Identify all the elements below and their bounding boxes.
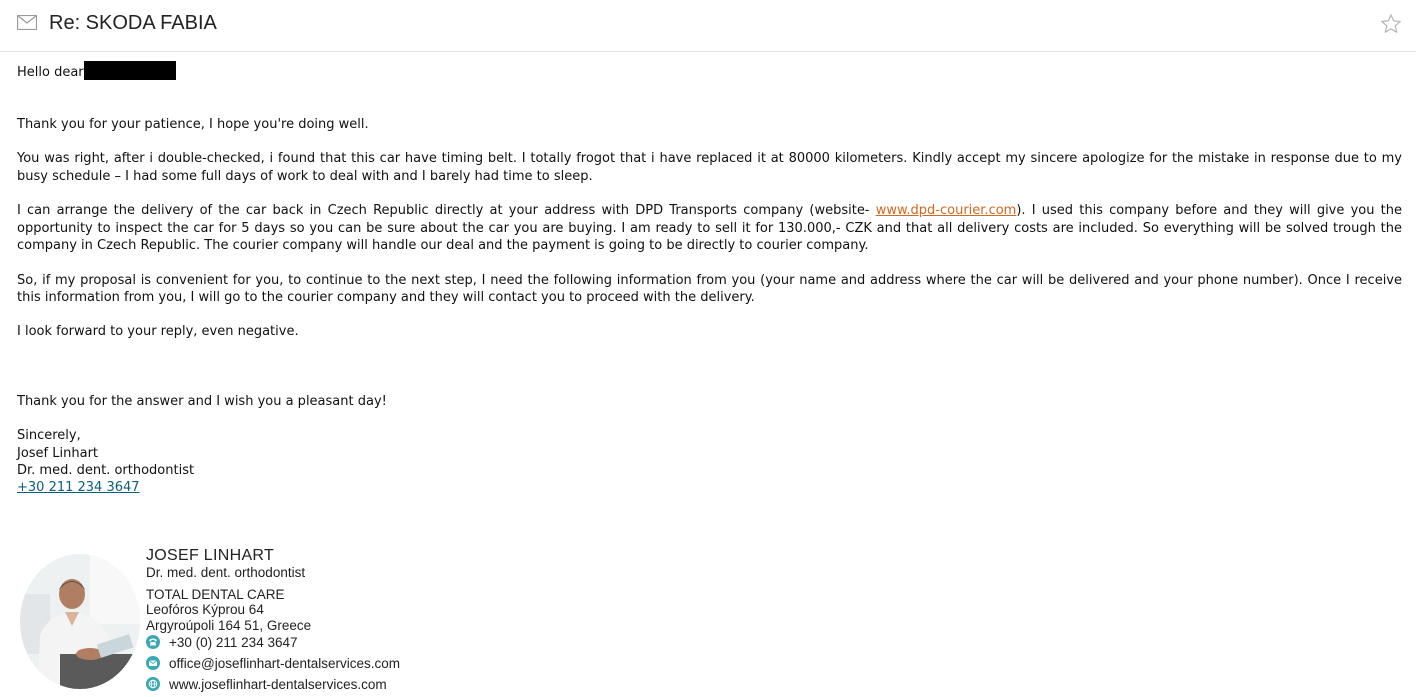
signature-website[interactable]: www.joseflinhart-dentalservices.com [169, 677, 387, 692]
mail-icon [146, 656, 160, 670]
avatar [20, 554, 140, 689]
signature-name: JOSEF LINHART [146, 547, 275, 564]
paragraph-2: You was right, after i double-checked, i found that this car have timing belt. I totally frogot that i have replaced it at 80000 kilometers. Kindly accept my sincere apologize for the mistake in response due to my busy schedule – I had some full days of work to deal with and I barely had time to sleep. [17, 151, 1402, 184]
paragraph-3-end: ). I used this company before and they will give you the opportunity to inspect the car for 5 days so you can be sure about the car you are buying. I am ready to sell it for 130.000,- CZK and that all delivery costs are included. So everything will be solved trough the company in Czech Republic. The courier company will handle our deal and the payment is going to be directly to courier company. [17, 203, 1402, 253]
signature-text [146, 547, 311, 633]
signature-title: Dr. med. dent. orthodontist [146, 565, 306, 580]
paragraph-3 [17, 202, 1402, 254]
paragraph-3-start: I can arrange the delivery of the car back in Czech Republic directly at your address with DPD Transports company (website- [17, 203, 876, 219]
paragraph-1: Thank you for your patience, I hope you're doing well. [17, 116, 369, 132]
greeting: Hello dear [17, 65, 84, 80]
signature-email[interactable]: office@joseflinhart-dentalservices.com [169, 656, 401, 671]
signature-company: TOTAL DENTAL CARE [146, 587, 285, 602]
phone-link[interactable]: +30 211 234 3647 [17, 480, 140, 496]
paragraph-5: I look forward to your reply, even negative. [17, 324, 299, 340]
email-signature [20, 547, 620, 697]
signature-website-row [146, 677, 387, 692]
email-body [17, 61, 1402, 496]
email-header [0, 0, 1416, 52]
signature-address-2: Argyroúpoli 164 51, Greece [146, 617, 312, 633]
signature-phone: +30 (0) 211 234 3647 [169, 635, 298, 650]
closing: Sincerely, [17, 428, 81, 444]
sender-name: Josef Linhart [17, 445, 99, 461]
redacted-name [84, 61, 176, 80]
signature-email-row [146, 656, 400, 671]
email-subject: Re: SKODA FABIA [49, 12, 217, 34]
globe-icon [146, 677, 160, 691]
sender-title: Dr. med. dent. orthodontist [17, 462, 195, 478]
greeting-line [17, 61, 1402, 81]
paragraph-4: So, if my proposal is convenient for you, to continue to the next step, I need the following information from you (your name and address where the car will be delivered and your phone number). Once I receive this information from you, I will go to the courier company and they will contact you to proceed with the delivery. [17, 272, 1402, 305]
envelope-icon [17, 15, 37, 34]
paragraph-6: Thank you for the answer and I wish you a pleasant day! [17, 393, 387, 409]
phone-icon [146, 635, 160, 649]
signature-address-1: Leofóros Kýprou 64 [146, 602, 264, 617]
star-icon[interactable] [1380, 13, 1402, 39]
signature-phone-row [146, 635, 297, 650]
courier-website-link[interactable]: www.dpd-courier.com [875, 203, 1017, 219]
